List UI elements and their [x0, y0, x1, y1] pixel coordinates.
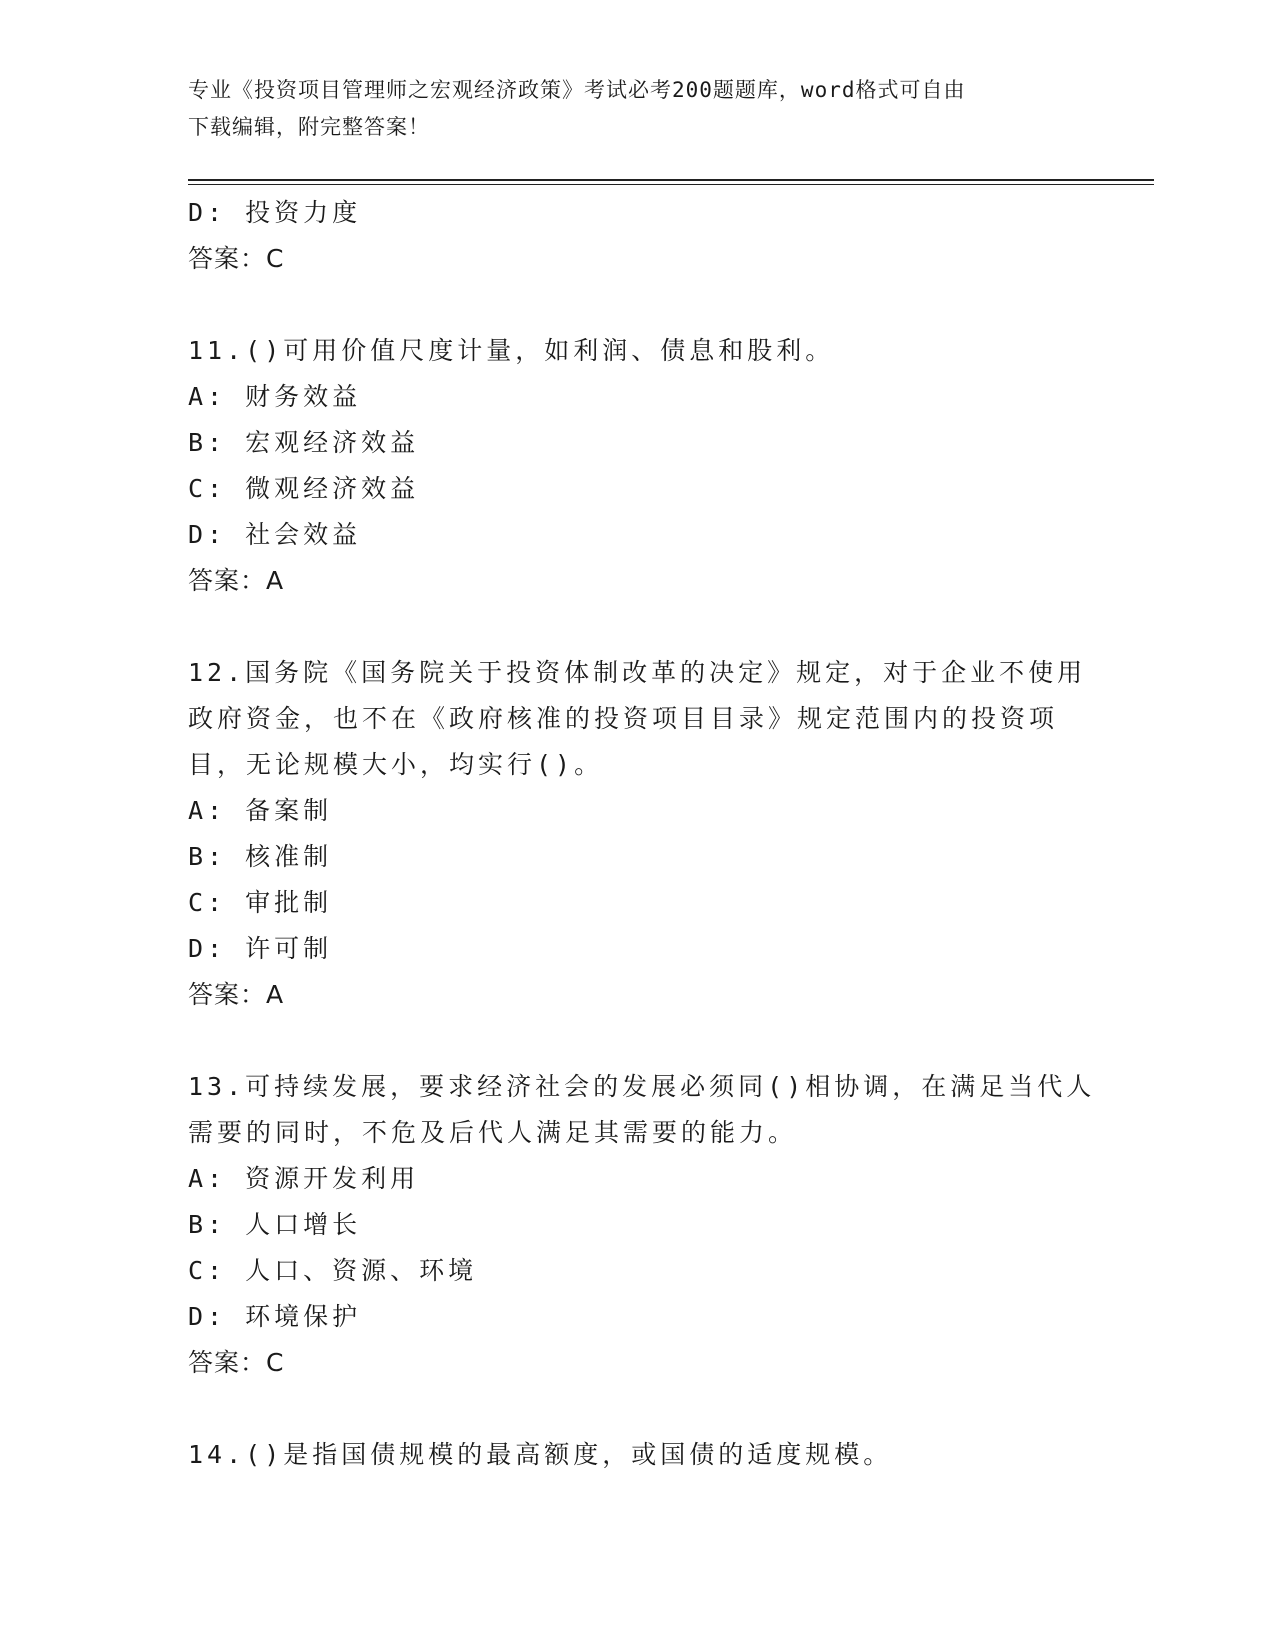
header-line-2: 下载编辑，附完整答案！ — [188, 115, 430, 139]
option-a: A: 备案制 — [188, 796, 333, 825]
header-divider-thick — [188, 179, 1154, 181]
spacer — [188, 1386, 1088, 1432]
question-text-line-3: 目，无论规模大小，均实行()。 — [188, 750, 604, 779]
option-b: B: 核准制 — [188, 842, 333, 871]
header-line-1: 专业《投资项目管理师之宏观经济政策》考试必考200题题库，word格式可自由 — [188, 78, 966, 102]
option-d: D: 投资力度 — [188, 198, 362, 227]
answer: 答案：A — [188, 980, 285, 1009]
question-text-line-1: 12.国务院《国务院关于投资体制改革的决定》规定，对于企业不使用 — [188, 658, 1087, 687]
option-b: B: 人口增长 — [188, 1210, 362, 1239]
answer: 答案：C — [188, 244, 285, 273]
spacer — [188, 1018, 1088, 1064]
document-body — [188, 190, 1096, 1478]
question-13 — [188, 1064, 1096, 1386]
question-text: 14.()是指国债规模的最高额度，或国债的适度规模。 — [188, 1440, 893, 1469]
spacer — [188, 604, 1088, 650]
answer: 答案：A — [188, 566, 285, 595]
document-header — [188, 72, 1068, 146]
question-text-line-2: 政府资金，也不在《政府核准的投资项目目录》规定范围内的投资项 — [188, 704, 1059, 733]
option-d: D: 社会效益 — [188, 520, 362, 549]
answer: 答案：C — [188, 1348, 285, 1377]
option-c: C: 人口、资源、环境 — [188, 1256, 478, 1285]
option-d: D: 许可制 — [188, 934, 333, 963]
question-text-line-2: 需要的同时，不危及后代人满足其需要的能力。 — [188, 1118, 798, 1147]
option-a: A: 资源开发利用 — [188, 1164, 420, 1193]
option-d: D: 环境保护 — [188, 1302, 362, 1331]
spacer — [188, 282, 1088, 328]
question-11 — [188, 328, 1088, 604]
question-text: 11.()可用价值尺度计量，如利润、债息和股利。 — [188, 336, 835, 365]
option-c: C: 微观经济效益 — [188, 474, 420, 503]
question-14 — [188, 1432, 1088, 1478]
option-b: B: 宏观经济效益 — [188, 428, 420, 457]
option-a: A: 财务效益 — [188, 382, 362, 411]
question-12 — [188, 650, 1088, 1018]
question-text-line-1: 13.可持续发展，要求经济社会的发展必须同()相协调，在满足当代人 — [188, 1072, 1096, 1101]
option-c: C: 审批制 — [188, 888, 333, 917]
header-divider-thin — [188, 184, 1154, 185]
